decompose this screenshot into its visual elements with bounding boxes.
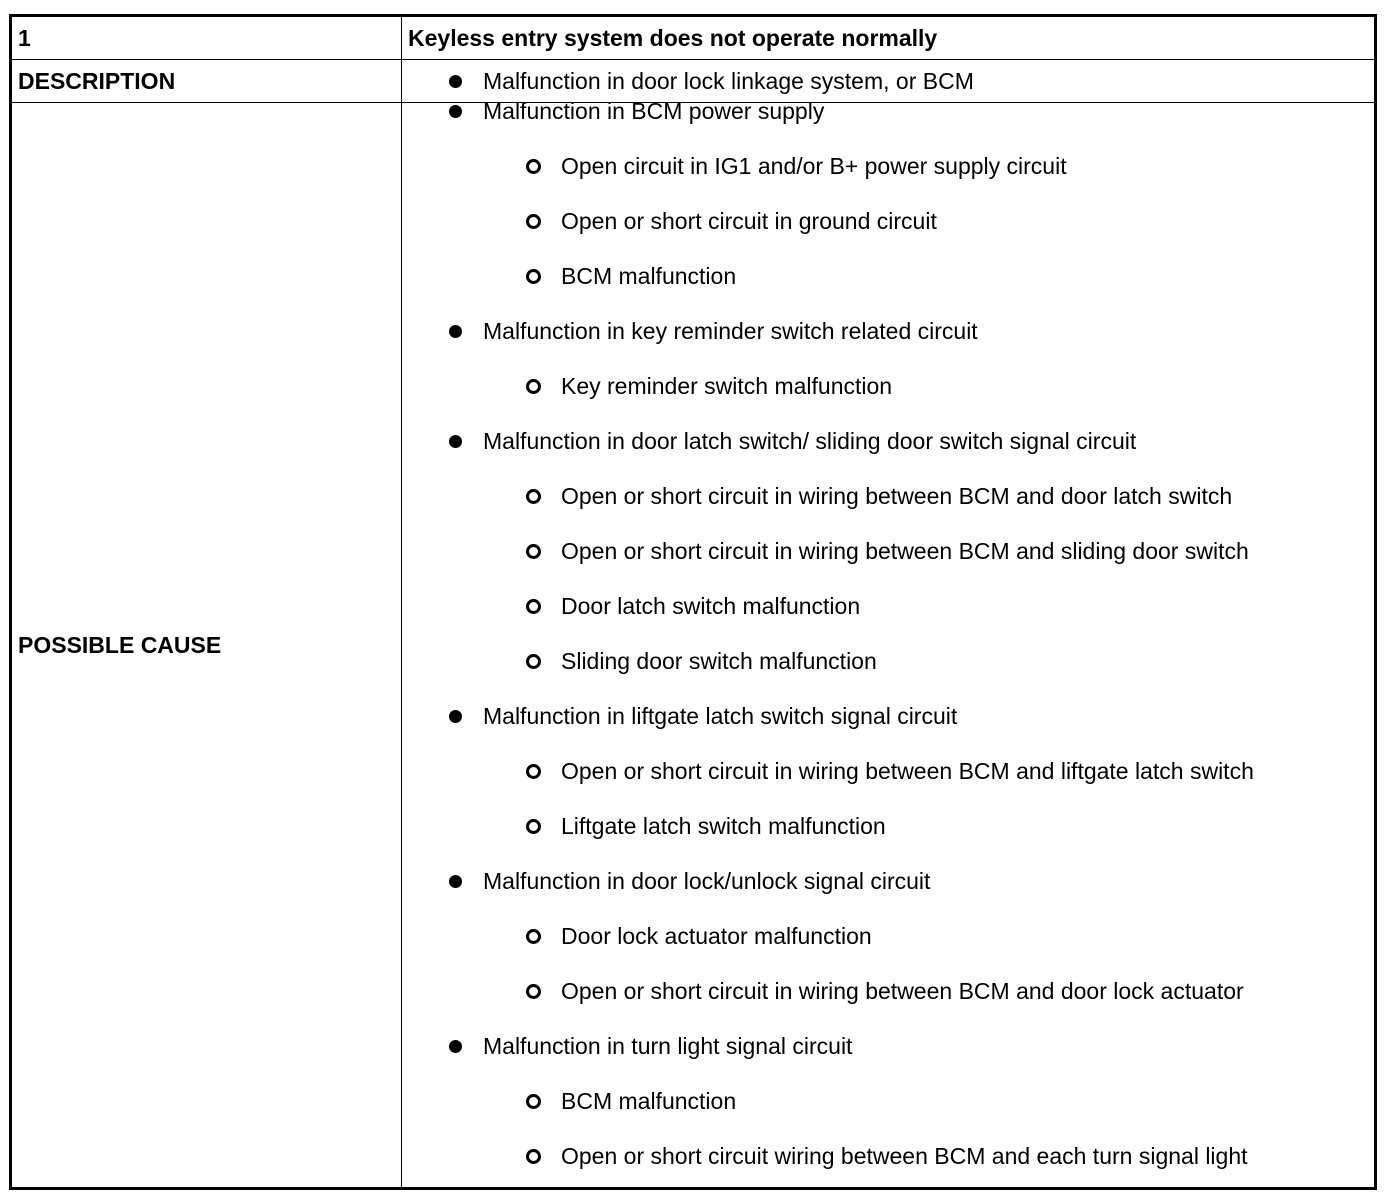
hollow-bullet-icon (526, 489, 541, 504)
hollow-bullet-icon (526, 984, 541, 999)
filled-bullet-icon (449, 435, 462, 448)
cause-subitem (526, 634, 877, 689)
filled-bullet-icon (449, 710, 462, 723)
cause-subitem-text: Open or short circuit in wiring between BCM and sliding door switch (561, 538, 1249, 564)
cause-subitem (526, 249, 736, 304)
cause-item-text: Malfunction in door lock/unlock signal circuit (483, 868, 931, 894)
cause-item (449, 84, 824, 139)
description-item-text: Malfunction in door lock linkage system, or BCM (483, 68, 974, 94)
cause-subitem (526, 579, 860, 634)
possible-cause-row (12, 98, 1374, 1187)
cause-subitem (526, 744, 1254, 799)
cause-item-text: Malfunction in door latch switch/ sliding door switch signal circuit (483, 428, 1137, 454)
cause-subitem-text: Open or short circuit in wiring between BCM and liftgate latch switch (561, 758, 1254, 784)
description-label-cell (12, 60, 402, 102)
cause-subitem (526, 524, 1249, 579)
cause-subitem-text: Open or short circuit in wiring between BCM and door lock actuator (561, 978, 1244, 1004)
hollow-bullet-icon (526, 764, 541, 779)
cause-item-text: Malfunction in turn light signal circuit (483, 1033, 853, 1059)
cause-item-text: Malfunction in liftgate latch switch signal circuit (483, 703, 958, 729)
header-title: Keyless entry system does not operate normally (408, 25, 938, 51)
hollow-bullet-icon (526, 819, 541, 834)
cause-subitem (526, 964, 1244, 1019)
possible-cause-list (402, 98, 1374, 1187)
cause-item (449, 1019, 852, 1074)
cause-subitem (526, 1129, 1248, 1184)
cause-subitem-text: Liftgate latch switch malfunction (561, 813, 886, 839)
hollow-bullet-icon (526, 379, 541, 394)
cause-subitem-text: Open or short circuit in wiring between BCM and door latch switch (561, 483, 1233, 509)
cause-subitem-text: BCM malfunction (561, 263, 737, 289)
filled-bullet-icon (449, 105, 462, 118)
hollow-bullet-icon (526, 1094, 541, 1109)
cause-item (449, 689, 957, 744)
possible-cause-label: POSSIBLE CAUSE (18, 631, 222, 658)
cause-subitem (526, 194, 937, 249)
cause-subitem-text: Sliding door switch malfunction (561, 648, 877, 674)
cause-subitem (526, 909, 872, 964)
cause-subitem-text: BCM malfunction (561, 1088, 737, 1114)
hollow-bullet-icon (526, 1149, 541, 1164)
filled-bullet-icon (449, 875, 462, 888)
cause-subitem-text: Open circuit in IG1 and/or B+ power supply circuit (561, 153, 1067, 179)
cause-item-text: Malfunction in BCM power supply (483, 98, 825, 124)
cause-subitem (526, 469, 1232, 524)
possible-cause-label-cell (12, 103, 402, 1187)
filled-bullet-icon (449, 1040, 462, 1053)
cause-subitem-text: Open or short circuit wiring between BCM and each turn signal light (561, 1143, 1248, 1169)
filled-bullet-icon (449, 325, 462, 338)
header-title-cell (402, 17, 1374, 59)
cause-subitem-text: Key reminder switch malfunction (561, 373, 893, 399)
cause-subitem (526, 359, 892, 414)
cause-item (449, 854, 930, 909)
cause-subitem-text: Door latch switch malfunction (561, 593, 861, 619)
hollow-bullet-icon (526, 654, 541, 669)
cause-subitem-text: Door lock actuator malfunction (561, 923, 872, 949)
hollow-bullet-icon (526, 929, 541, 944)
cause-subitem (526, 1074, 736, 1129)
cause-subitem (526, 139, 1067, 194)
description-label: DESCRIPTION (18, 67, 176, 94)
cause-item-text: Malfunction in key reminder switch related circuit (483, 318, 978, 344)
diagnostic-table (9, 14, 1377, 1190)
header-number: 1 (18, 24, 31, 51)
hollow-bullet-icon (526, 214, 541, 229)
header-number-cell (12, 17, 402, 59)
hollow-bullet-icon (526, 599, 541, 614)
cause-subitem (526, 799, 886, 854)
hollow-bullet-icon (526, 269, 541, 284)
hollow-bullet-icon (526, 544, 541, 559)
cause-item (449, 414, 1136, 469)
cause-subitem-text: Open or short circuit in ground circuit (561, 208, 937, 234)
hollow-bullet-icon (526, 159, 541, 174)
cause-item (449, 304, 978, 359)
